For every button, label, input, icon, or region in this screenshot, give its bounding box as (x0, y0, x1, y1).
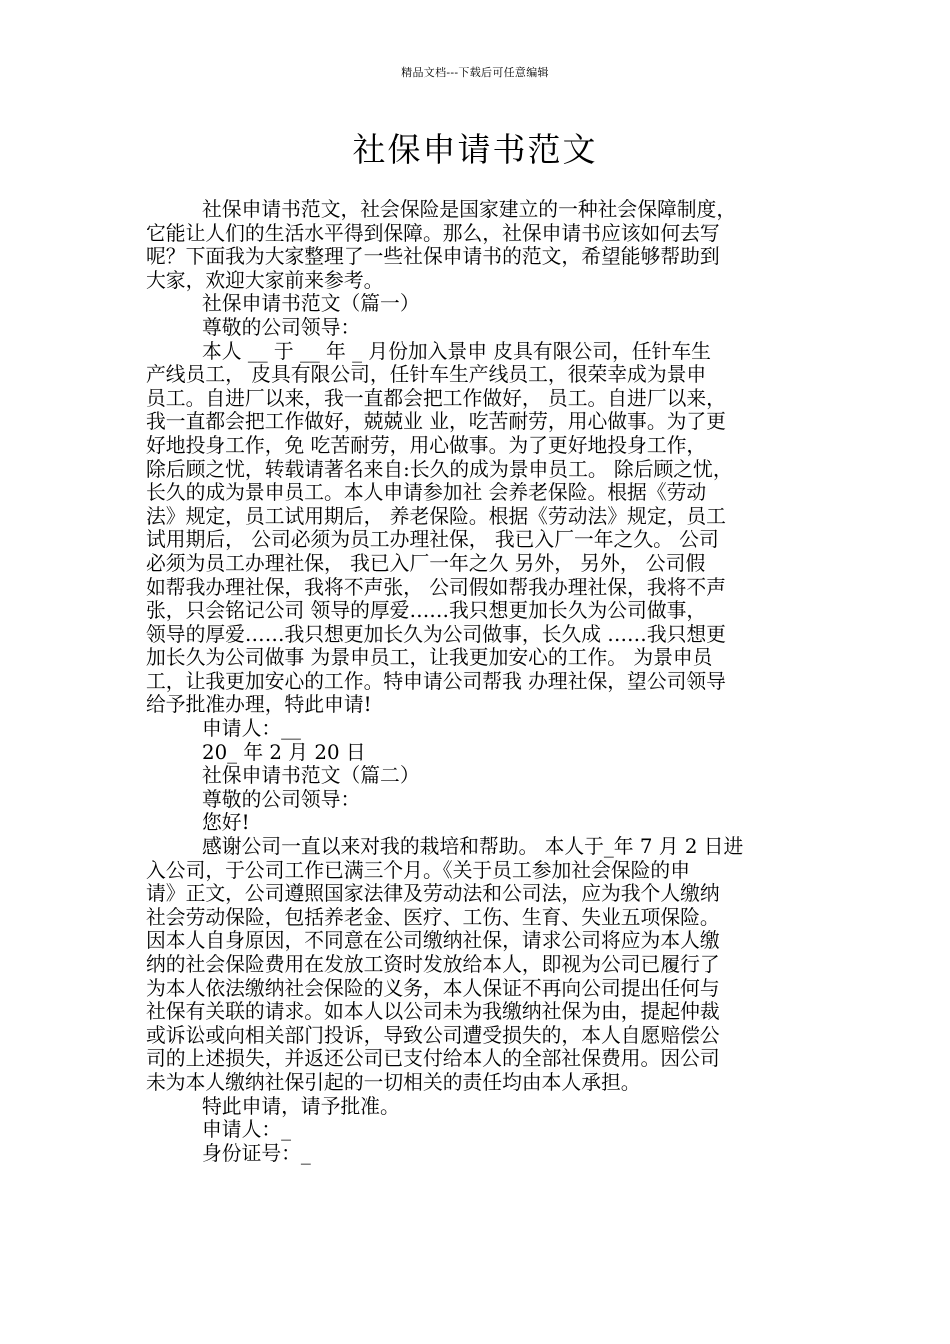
body-line: 因本人自身原因，不同意在公司缴纳社保，请求公司将应为本人缴 (146, 929, 720, 953)
body-line: 本人 __ 于 __ 年 _ 月份加入景申 皮具有限公司，任针车生 (202, 339, 711, 363)
body-line: 特此申请，请予批准。 (202, 1094, 400, 1118)
body-line: 社保申请书范文，社会保险是国家建立的一种社会保障制度， (202, 198, 737, 221)
body-line: 如帮我办理社保，我将不声张， 公司假如帮我办理社保，我将不声 (146, 575, 726, 599)
document-title: 社保申请书范文 (352, 130, 598, 169)
body-line: 我一直都会把工作做好，兢兢业 业，吃苦耐劳，用心做事。为了更 (146, 410, 726, 434)
body-line: 给予批准办理，特此申请! (146, 693, 372, 717)
body-line: 社保申请书范文（篇二） (202, 764, 420, 788)
body-line: 未为本人缴纳社保引起的一切相关的责任均由本人承担。 (146, 1070, 641, 1094)
document-body (146, 198, 814, 1165)
body-line: 员工。自进厂以来，我一直都会把工作做好， 员工。自进厂以来， (146, 386, 726, 410)
body-line: 张，只会铭记公司 领导的厚爱……我只想更加长久为公司做事， (146, 599, 707, 623)
body-line: 纳的社会保险费用在发放工资时发放给本人，即视为公司已履行了 (146, 953, 720, 976)
body-line: 为本人依法缴纳社会保险的义务，本人保证不再向公司提出任何与 (146, 976, 720, 1000)
body-line: 大家，欢迎大家前来参考。 (146, 268, 384, 292)
body-line: 法》规定，员工试用期后， 养老保险。根据《劳动法》规定，员工 (146, 504, 726, 528)
body-line: 它能让人们的生活水平得到保障。那么，社保申请书应该如何去写 (146, 221, 720, 245)
body-line: 入公司，于公司工作已满三个月。《关于员工参加社会保险的申 (146, 858, 690, 882)
body-line: 社保有关联的请求。如本人以公司未为我缴纳社保为由，提起仲裁 (146, 1000, 720, 1024)
body-line: 社会劳动保险，包括养老金、医疗、工伤、生育、失业五项保险。 (146, 905, 720, 929)
body-line: 必须为员工办理社保， 我已入厂一年之久 另外， 另外， 公司假 (146, 551, 706, 575)
body-line: 申请人：_ (202, 1118, 292, 1142)
body-line: 或诉讼或向相关部门投诉，导致公司遭受损失的，本人自愿赔偿公 (146, 1023, 720, 1047)
body-line: 身份证号：_ (202, 1141, 311, 1165)
body-line: 20_ 年 2 月 20 日 (202, 740, 366, 764)
body-line: 产线员工， 皮具有限公司，任针车生产线员工，很荣幸成为景申 (146, 363, 707, 387)
body-line: 您好! (202, 811, 250, 835)
body-line: 好地投身工作，免 吃苦耐劳，用心做事。为了更好地投身工作， (146, 433, 707, 457)
body-line: 呢？下面我为大家整理了一些社保申请书的范文，希望能够帮助到 (146, 245, 720, 269)
body-line: 请》正文，公司遵照国家法律及劳动法和公司法，应为我个人缴纳 (146, 882, 720, 906)
header-note: 精品文档---下载后可任意编辑 (401, 66, 549, 79)
body-line: 感谢公司一直以来对我的栽培和帮助。 本人于_年 7 月 2 日进 (202, 835, 744, 859)
body-line: 长久的成为景申员工。本人申请参加社 会养老保险。根据《劳动 (146, 481, 707, 505)
body-line: 试用期后， 公司必须为员工办理社保， 我已入厂一年之久。 公司 (146, 528, 719, 552)
body-line: 尊敬的公司领导： (202, 787, 361, 811)
body-line: 工，让我更加安心的工作。特申请公司帮我 办理社保，望公司领导 (146, 669, 726, 693)
body-line: 领导的厚爱……我只想更加长久为公司做事，长久成 ……我只想更 (146, 622, 726, 646)
body-line: 加长久为公司做事 为景申员工，让我更加安心的工作。 为景申员 (146, 646, 713, 670)
body-line: 尊敬的公司领导： (202, 315, 361, 339)
body-line: 除后顾之忧，转载请著名来自:长久的成为景申员工。 除后顾之忧， (146, 457, 733, 481)
body-line: 司的上述损失，并返还公司已支付给本人的全部社保费用。因公司 (146, 1047, 720, 1071)
body-line: 申请人：__ (202, 717, 301, 741)
body-line: 社保申请书范文（篇一） (202, 292, 420, 316)
